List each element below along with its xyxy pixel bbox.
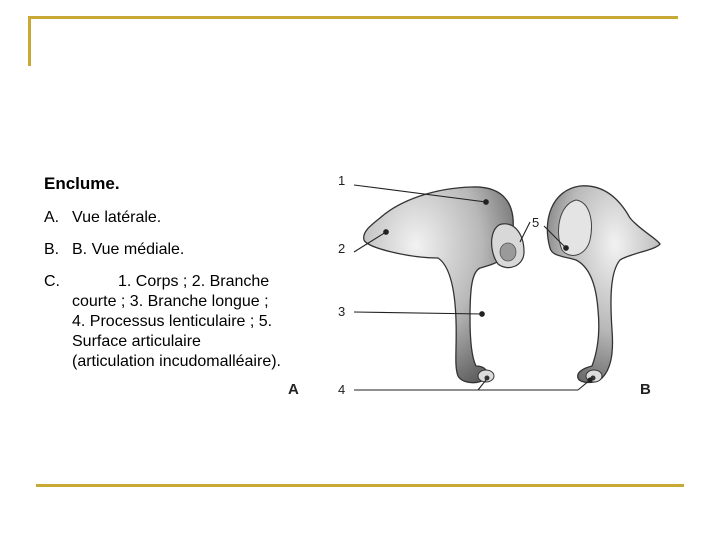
caption-text-a: Vue latérale. (72, 209, 162, 226)
callout-2: 2 (338, 241, 346, 256)
caption-item-a (44, 208, 284, 228)
caption-marker-c: C. (44, 273, 60, 290)
incus-a-bone (364, 187, 514, 383)
caption-block (44, 174, 284, 384)
callout-5: 5 (532, 215, 540, 230)
caption-marker-b: B. (44, 241, 60, 258)
incus-lateral-view (364, 187, 524, 383)
callout-1: 1 (338, 173, 346, 188)
frame-left-rule (28, 16, 31, 66)
incus-a-facet (500, 243, 516, 261)
incus-medial-view (547, 186, 660, 383)
caption-marker-a: A. (44, 209, 60, 226)
view-label-a: A (288, 381, 299, 398)
caption-text-b: B. Vue médiale. (72, 241, 185, 258)
callout-3: 3 (338, 304, 346, 319)
caption-text-c: 1. Corps ; 2. Branche courte ; 3. Branche longue ; 4. Processus lenticulaire ; 5. Surface articulaire (articulation incudomalléaire). (72, 273, 281, 370)
view-label-b: B (640, 381, 651, 398)
caption-item-b (44, 240, 284, 260)
callout-4: 4 (338, 382, 346, 397)
frame-top-rule (28, 16, 678, 19)
frame-bottom-rule (36, 484, 684, 487)
caption-title: Enclume. (44, 174, 120, 193)
incus-figure (280, 160, 680, 410)
caption-item-c (44, 272, 284, 372)
